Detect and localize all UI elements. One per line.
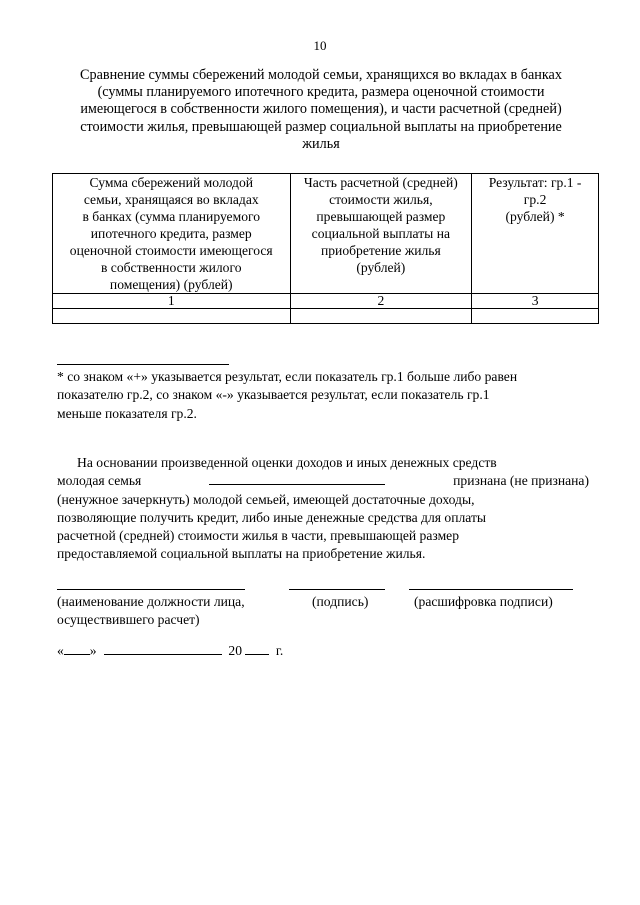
header-line: Сумма сбережений молодой bbox=[89, 175, 254, 190]
title-line: имеющегося в собственности жилого помещения), и части расчетной (средней) bbox=[80, 101, 562, 118]
table-cell-empty bbox=[290, 309, 472, 324]
title-line: жилья bbox=[302, 135, 340, 152]
document-title bbox=[52, 67, 590, 153]
position-caption bbox=[57, 593, 245, 629]
table-cell-empty bbox=[53, 309, 291, 324]
caption-line: осуществившего расчет) bbox=[57, 612, 200, 627]
conclusion-text: молодая семья bbox=[57, 473, 142, 489]
year-blank[interactable] bbox=[245, 642, 269, 655]
table-header-row bbox=[53, 174, 599, 294]
table-row bbox=[53, 309, 599, 324]
family-name-blank[interactable] bbox=[209, 472, 385, 485]
year-suffix: г. bbox=[275, 643, 284, 658]
footnote bbox=[57, 368, 589, 423]
conclusion-text: признана (не признана) bbox=[453, 473, 589, 489]
position-signature-line[interactable] bbox=[57, 589, 245, 590]
header-line: (рублей) * bbox=[505, 209, 565, 224]
header-col-3 bbox=[472, 174, 599, 294]
conclusion-line: предоставляемой социальной выплаты на приобретение жилья. bbox=[57, 546, 426, 562]
month-blank[interactable] bbox=[104, 642, 222, 655]
header-line: приобретение жилья bbox=[320, 243, 441, 258]
header-line: ипотечного кредита, размер bbox=[90, 226, 252, 241]
header-line: социальной выплаты на bbox=[311, 226, 451, 241]
signature-caption: (подпись) bbox=[312, 594, 369, 609]
header-line: Часть расчетной (средней) bbox=[303, 175, 458, 190]
header-line: гр.2 bbox=[523, 192, 547, 207]
title-line: Сравнение суммы сбережений молодой семьи, хранящихся во вкладах в банках bbox=[80, 67, 562, 83]
header-col-1 bbox=[53, 174, 291, 294]
footnote-line: меньше показателя гр.2. bbox=[57, 405, 197, 421]
day-blank[interactable] bbox=[64, 642, 90, 655]
conclusion-line-family bbox=[57, 472, 589, 490]
conclusion-line: (ненужное зачеркнуть) молодой семьей, имеющей достаточные доходы, bbox=[57, 491, 475, 507]
column-number: 1 bbox=[53, 294, 291, 309]
conclusion-paragraph bbox=[57, 454, 589, 564]
header-line: превышающей размер bbox=[316, 209, 446, 224]
column-number: 3 bbox=[472, 294, 599, 309]
caption-line: (наименование должности лица, bbox=[57, 594, 245, 609]
table-number-row bbox=[53, 294, 599, 309]
header-line: в собственности жилого bbox=[100, 260, 242, 275]
title-line: стоимости жилья, превышающей размер социальной выплаты на приобретение bbox=[80, 118, 562, 135]
footnote-line: * со знаком «+» указывается результат, если показатель гр.1 больше либо равен bbox=[57, 369, 518, 384]
header-line: семьи, хранящаяся во вкладах bbox=[83, 192, 259, 207]
signature-decoding-line[interactable] bbox=[409, 589, 573, 590]
column-number: 2 bbox=[290, 294, 472, 309]
conclusion-line: расчетной (средней) стоимости жилья в части, превышающей размер bbox=[57, 528, 459, 544]
date-close-quote: » bbox=[89, 643, 97, 658]
date-open-quote: « bbox=[57, 643, 64, 658]
page-number: 10 bbox=[313, 38, 327, 53]
decoding-caption: (расшифровка подписи) bbox=[414, 594, 553, 609]
conclusion-line: позволяющие получить кредит, либо иные денежные средства для оплаты bbox=[57, 509, 487, 525]
header-line: в банках (сумма планируемого bbox=[82, 209, 261, 224]
title-line: (суммы планируемого ипотечного кредита, размера оценочной стоимости bbox=[97, 84, 545, 101]
conclusion-line: На основании произведенной оценки доходов и иных денежных средств bbox=[77, 455, 497, 470]
year-prefix: 20 bbox=[228, 643, 242, 658]
footnote-rule bbox=[57, 364, 229, 365]
table-cell-empty bbox=[472, 309, 599, 324]
comparison-table bbox=[52, 173, 599, 324]
header-line: Результат: гр.1 - bbox=[488, 175, 582, 190]
header-line: оценочной стоимости имеющегося bbox=[69, 243, 273, 258]
header-line: (рублей) bbox=[356, 260, 406, 275]
footnote-line: показателю гр.2, со знаком «-» указывается результат, если показатель гр.1 bbox=[57, 387, 490, 403]
header-col-2 bbox=[290, 174, 472, 294]
header-line: стоимости жилья, bbox=[329, 192, 433, 207]
signature-line[interactable] bbox=[289, 589, 385, 590]
header-line: помещения) (рублей) bbox=[109, 277, 233, 292]
date-line bbox=[57, 642, 283, 659]
